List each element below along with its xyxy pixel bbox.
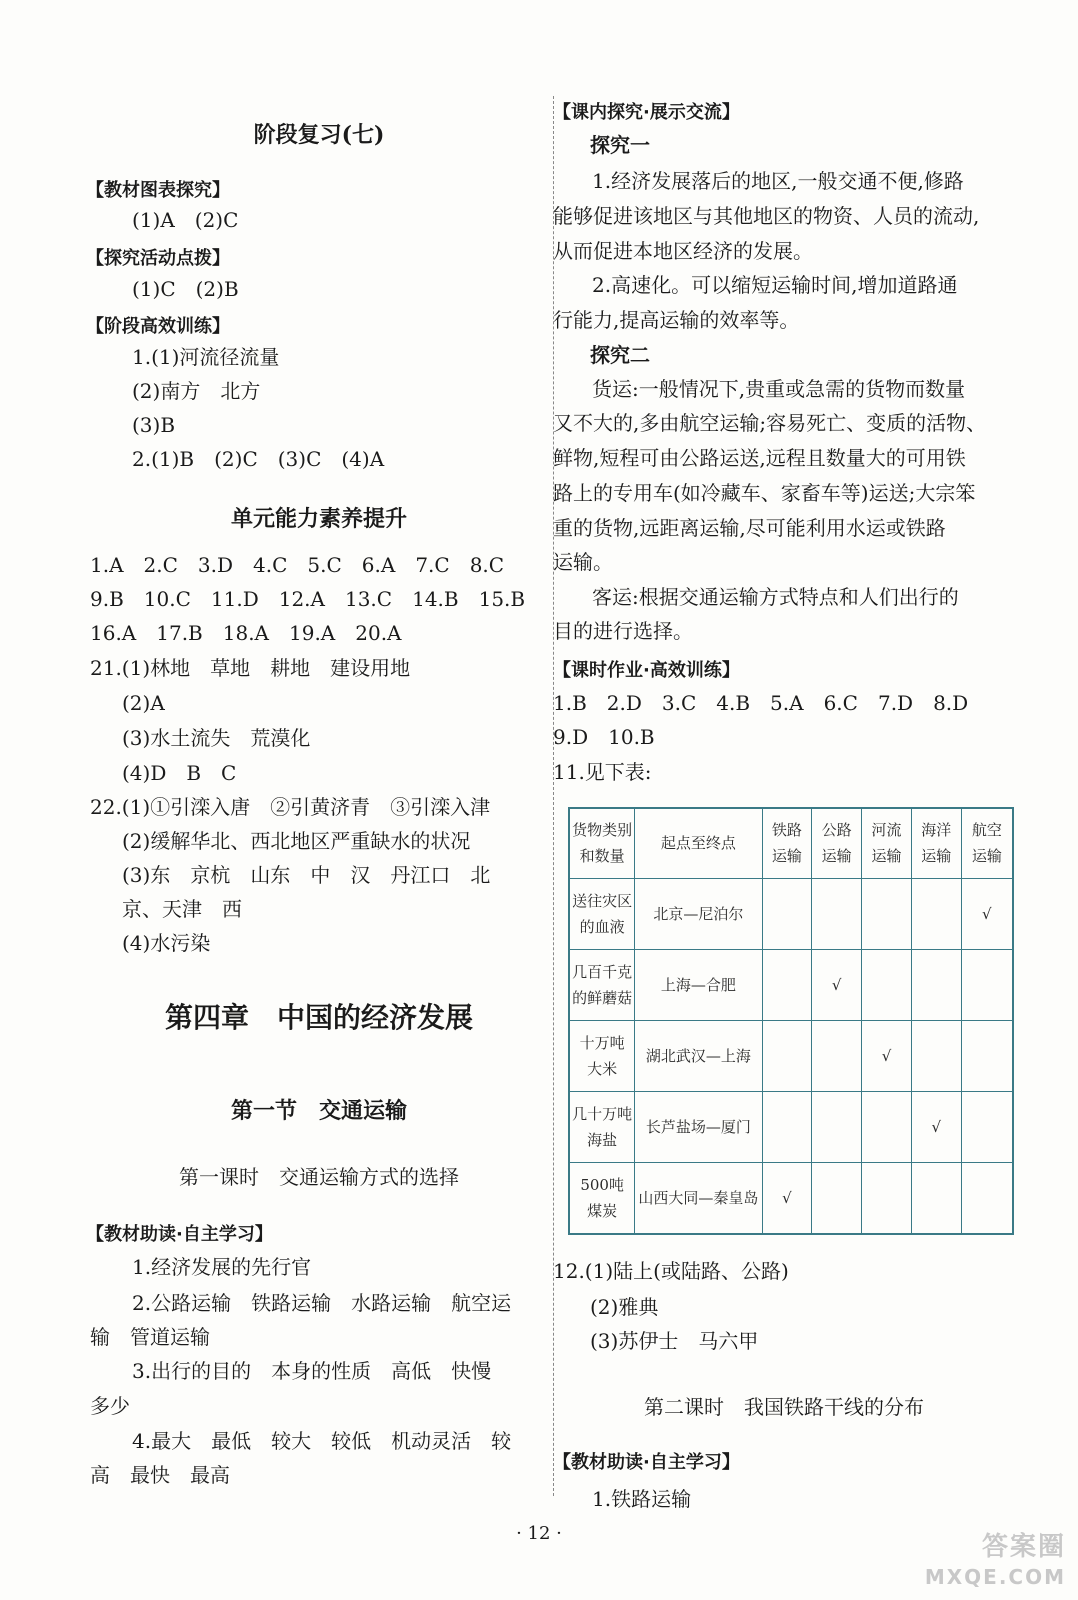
stage-line: (2)南方 北方 <box>132 379 261 403</box>
stage-line: 1.(1)河流径流量 <box>132 345 280 369</box>
explore2-line: 路上的专用车(如冷藏车、家畜车等)运送;大宗笨 <box>553 481 976 505</box>
self-study-line: 4.最大 最低 较大 较低 机动灵活 较 <box>132 1429 512 1453</box>
header-rail: 铁路 运输 <box>762 808 812 878</box>
cell-air <box>961 1092 1013 1163</box>
header-river: 河流 运输 <box>862 808 912 878</box>
explore1-line: 1.经济发展落后的地区,一般交通不便,修路 <box>592 169 964 193</box>
cell-air <box>961 1163 1013 1234</box>
unit-line: (3)水土流失 荒漠化 <box>122 726 311 750</box>
explore1-line: 行能力,提高运输的效率等。 <box>553 308 800 332</box>
check-mark: √ <box>961 878 1013 949</box>
column-divider <box>553 96 554 1496</box>
cell-rail <box>762 878 812 949</box>
unit-line: 16.A 17.B 18.A 19.A 20.A <box>90 621 402 645</box>
self-study-line: 3.出行的目的 本身的性质 高低 快慢 <box>132 1359 492 1383</box>
heading-activity: 【探究活动点拨】 <box>86 248 230 269</box>
check-mark: √ <box>812 949 862 1020</box>
unit-title: 单元能力素养提升 <box>230 506 407 532</box>
cell-route: 山西大同—秦皇岛 <box>635 1163 762 1234</box>
check-mark: √ <box>911 1092 961 1163</box>
stage-line: 2.(1)B (2)C (3)C (4)A <box>132 447 385 471</box>
table-row <box>569 1020 1013 1091</box>
heading-self-study-2: 【教材助读·自主学习】 <box>553 1452 740 1473</box>
explore2-line: 又不大的,多由航空运输;容易死亡、变质的活物、 <box>553 411 987 435</box>
cell-sea <box>911 1020 961 1091</box>
cell-cargo: 几百千克 的鲜蘑菇 <box>569 949 635 1020</box>
lesson2-title: 第二课时 我国铁路干线的分布 <box>644 1395 924 1419</box>
table-row <box>569 1163 1013 1234</box>
cell-river <box>862 1092 912 1163</box>
table-row <box>569 949 1013 1020</box>
explore2-line: 货运:一般情况下,贵重或急需的货物而数量 <box>592 377 966 401</box>
unit-line: (3)东 京杭 山东 中 汉 丹江口 北 <box>122 863 491 887</box>
unit-line: 9.B 10.C 11.D 12.A 13.C 14.B 15.B <box>90 587 526 611</box>
explore2-title: 探究二 <box>590 343 650 367</box>
unit-line: (2)A <box>122 691 165 715</box>
page-number: · 12 · <box>516 1523 562 1544</box>
self-study-line: 输 管道运输 <box>90 1325 210 1349</box>
header-sea: 海洋 运输 <box>911 808 961 878</box>
cell-cargo: 500吨 煤炭 <box>569 1163 635 1234</box>
cell-road <box>812 1020 862 1091</box>
cell-river <box>862 949 912 1020</box>
homework-line: 1.B 2.D 3.C 4.B 5.A 6.C 7.D 8.D <box>553 691 969 715</box>
cell-cargo: 送往灾区 的血液 <box>569 878 635 949</box>
lesson-title: 第一课时 交通运输方式的选择 <box>179 1165 459 1189</box>
heading-explore: 【课内探究·展示交流】 <box>553 102 740 123</box>
heading-self-study: 【教材助读·自主学习】 <box>86 1224 273 1245</box>
cell-route: 湖北武汉—上海 <box>635 1020 762 1091</box>
cell-sea <box>911 1163 961 1234</box>
self-study-line: 高 最快 最高 <box>90 1463 230 1487</box>
heading-homework: 【课时作业·高效训练】 <box>553 660 740 681</box>
table-header-row <box>569 808 1013 878</box>
unit-line: (4)D B C <box>122 761 237 785</box>
unit-line: (2)缓解华北、西北地区严重缺水的状况 <box>122 829 471 853</box>
review-title: 阶段复习(七) <box>253 122 385 148</box>
cell-cargo: 几十万吨 海盐 <box>569 1092 635 1163</box>
cell-rail <box>762 1020 812 1091</box>
explore1-line: 2.高速化。可以缩短运输时间,增加道路通 <box>592 273 958 297</box>
cell-route: 北京—尼泊尔 <box>635 878 762 949</box>
chapter-title: 第四章 中国的经济发展 <box>164 1001 473 1034</box>
explore2-line: 目的进行选择。 <box>553 619 693 643</box>
homework-line: 11.见下表: <box>553 760 652 784</box>
textbook-chart-answers: (1)A (2)C <box>132 208 239 232</box>
stage-line: (3)B <box>132 413 176 437</box>
explore2-line: 重的货物,远距离运输,尽可能利用水运或铁路 <box>553 516 946 540</box>
cell-road <box>812 1163 862 1234</box>
homework-line: 9.D 10.B <box>553 725 655 749</box>
cell-route: 上海—合肥 <box>635 949 762 1020</box>
explore2-line: 鲜物,短程可由公路运送,远程且数量大的可用铁 <box>553 446 966 470</box>
cell-road <box>812 1092 862 1163</box>
cell-cargo: 十万吨 大米 <box>569 1020 635 1091</box>
cell-rail <box>762 949 812 1020</box>
table-row <box>569 878 1013 949</box>
transport-table <box>568 807 1014 1235</box>
after-table-line: (2)雅典 <box>590 1295 659 1319</box>
check-mark: √ <box>762 1163 812 1234</box>
unit-line: 1.A 2.C 3.D 4.C 5.C 6.A 7.C 8.C <box>90 553 505 577</box>
explore1-title: 探究一 <box>590 133 650 157</box>
cell-sea <box>911 949 961 1020</box>
cell-river <box>862 878 912 949</box>
explore2-line: 运输。 <box>553 550 613 574</box>
cell-river <box>862 1163 912 1234</box>
activity-answers: (1)C (2)B <box>132 277 239 301</box>
explore1-line: 从而促进本地区经济的发展。 <box>553 239 813 263</box>
heading-stage-training: 【阶段高效训练】 <box>86 316 230 337</box>
cell-road <box>812 878 862 949</box>
cell-rail <box>762 1092 812 1163</box>
unit-line: (4)水污染 <box>122 931 211 955</box>
self-study2-line: 1.铁路运输 <box>592 1487 692 1511</box>
section-title: 第一节 交通运输 <box>230 1098 407 1124</box>
unit-line: 21.(1)林地 草地 耕地 建设用地 <box>90 656 411 680</box>
cell-air <box>961 949 1013 1020</box>
watermark-logo: 答案圈 MXQE.COM <box>924 1532 1066 1589</box>
self-study-line: 2.公路运输 铁路运输 水路运输 航空运 <box>132 1291 512 1315</box>
header-route: 起点至终点 <box>635 808 762 878</box>
check-mark: √ <box>862 1020 912 1091</box>
cell-route: 长芦盐场—厦门 <box>635 1092 762 1163</box>
after-table-line: (3)苏伊士 马六甲 <box>590 1329 759 1353</box>
after-table-line: 12.(1)陆上(或陆路、公路) <box>553 1259 789 1283</box>
header-road: 公路 运输 <box>812 808 862 878</box>
header-air: 航空 运输 <box>961 808 1013 878</box>
self-study-line: 1.经济发展的先行官 <box>132 1255 312 1279</box>
unit-line: 22.(1)①引滦入唐 ②引黄济青 ③引滦入津 <box>90 795 491 819</box>
cell-sea <box>911 878 961 949</box>
cell-air <box>961 1020 1013 1091</box>
self-study-line: 多少 <box>90 1394 130 1418</box>
heading-textbook-chart: 【教材图表探究】 <box>86 180 230 201</box>
unit-line: 京、天津 西 <box>122 897 242 921</box>
explore2-line: 客运:根据交通运输方式特点和人们出行的 <box>592 585 959 609</box>
header-cargo: 货物类别 和数量 <box>569 808 635 878</box>
explore1-line: 能够促进该地区与其他地区的物资、人员的流动, <box>553 204 980 228</box>
table-row <box>569 1092 1013 1163</box>
